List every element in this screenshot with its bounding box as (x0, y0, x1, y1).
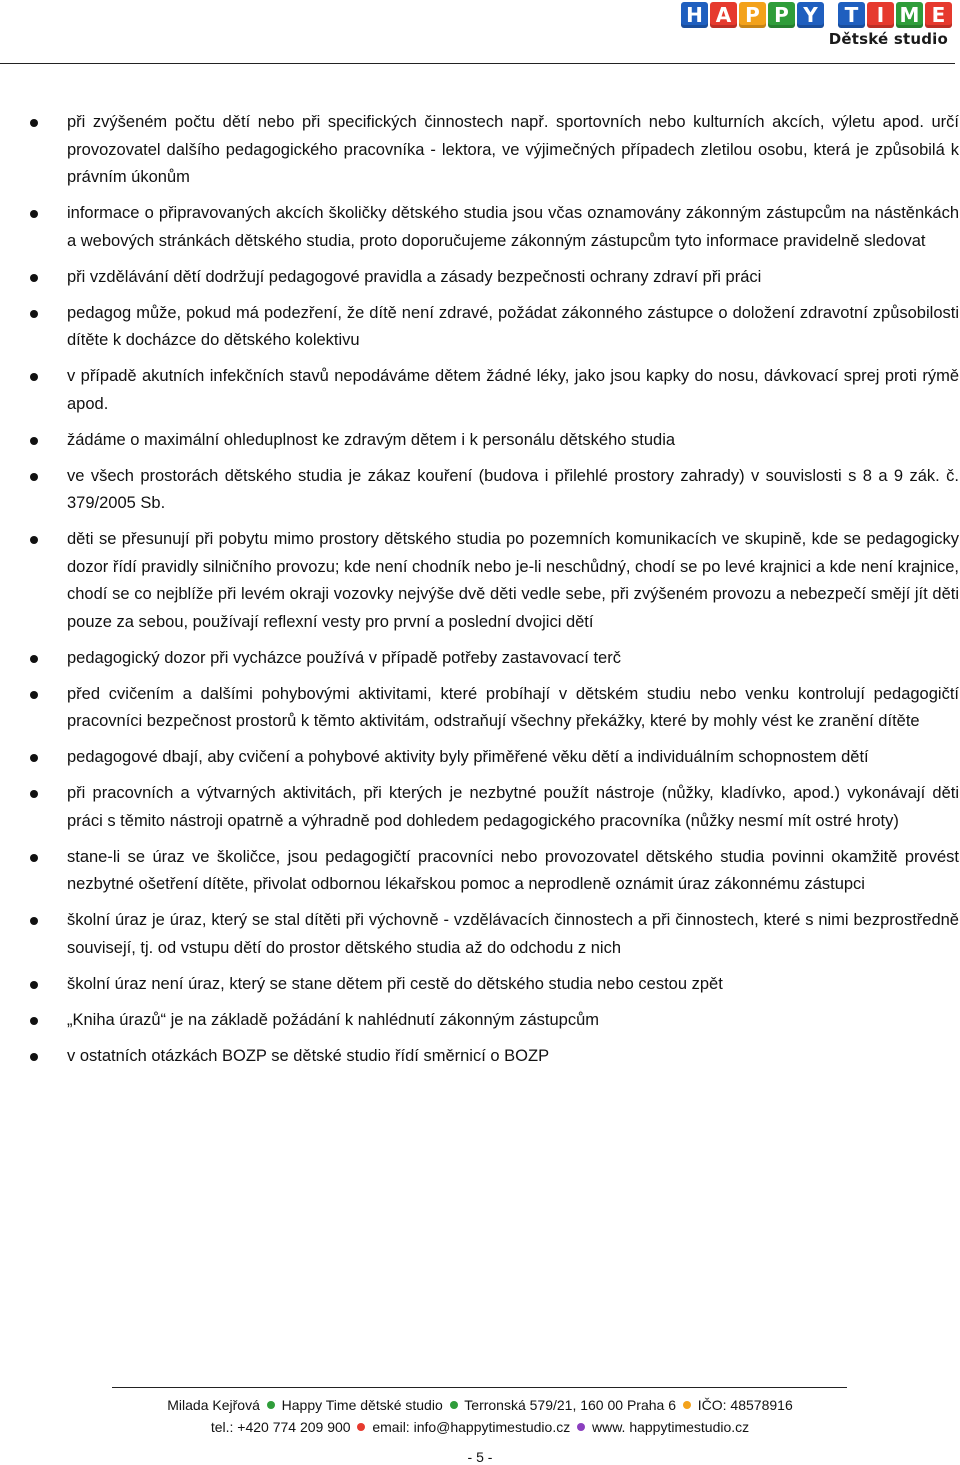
list-item (30, 300, 959, 355)
list-item-text: děti se přesunují při pobytu mimo prostory dětského studia po pozemních komunikacích ve skupině, kde se pedagogicky dozor řídí pravidly silničního provozu; kde není chodník nebo je-li neschůdný, chodí se po levé krajnici a kde není krajnice, chodí se co nejblíže při levém okraji vozovky nejvýše dvě děti vedle sebe, při zvýšeném provozu a nebezpečí smějí jít děti pouze za sebou, používají reflexní vesty pro první a poslední dvojici dětí (67, 530, 959, 631)
list-item-text: informace o připravovaných akcích školičky dětského studia jsou včas oznamovány zákonným zástupcům na nástěnkách a webových stránkách dětského studia, proto doporučujeme zákonným zástupcům tyto informace pravidelně sledovat (67, 204, 959, 250)
list-item (30, 109, 959, 192)
list-item (30, 1007, 959, 1035)
list-item-text: ve všech prostorách dětského studia je zákaz kouření (budova i přilehlé prostory zahrady) v souvislosti s 8 a 9 zák. č. 379/2005 Sb. (67, 466, 959, 512)
separator-dot-icon (450, 1401, 458, 1409)
bullet-icon (30, 917, 38, 925)
logo-letter: T (838, 2, 865, 28)
footer-divider (112, 1387, 847, 1388)
logo-letter: I (867, 2, 894, 28)
list-item (30, 200, 959, 255)
logo-letter: H (681, 2, 708, 28)
bullet-icon (30, 981, 38, 989)
separator-dot-icon (357, 1423, 365, 1431)
list-item-text: před cvičením a dalšími pohybovými aktivitami, které probíhají v dětském studiu nebo venku kontrolují pedagogičtí pracovníci bezpečnost prostorů k těmto aktivitám, odstraňují všechny překážky, které by mohly vést ke zranění dítěte (67, 684, 959, 730)
separator-dot-icon (683, 1401, 691, 1409)
logo-letter: M (896, 2, 923, 28)
bullet-icon (30, 119, 38, 127)
footer-phone: tel.: +420 774 209 900 (210, 1419, 351, 1435)
logo-word-happy (681, 2, 824, 28)
list-item-text: stane-li se úraz ve školičce, jsou pedagogičtí pracovníci nebo provozovatel dětského studia povinni okamžitě provést nezbytné ošetření dítěte, přivolat odbornou lékařskou pomoc a neprodleně oznámit úraz zákonnému zástupci (67, 847, 959, 893)
list-item-text: pedagogové dbají, aby cvičení a pohybové aktivity byly přiměřené věku dětí a individuálním schopnostem dětí (67, 748, 869, 766)
bullet-icon (30, 854, 38, 862)
separator-dot-icon (267, 1401, 275, 1409)
bullet-icon (30, 655, 38, 663)
footer-contact-line-2 (0, 1418, 960, 1436)
logo-letter: A (710, 2, 737, 28)
bullet-icon (30, 310, 38, 318)
footer-owner-name: Milada Kejřová (167, 1397, 260, 1413)
list-item-text: pedagog může, pokud má podezření, že dítě není zdravé, požádat zákonného zástupce o doložení zdravotní způsobilosti dítěte k docházce do dětského kolektivu (67, 303, 959, 349)
list-item (30, 264, 959, 292)
list-item (30, 844, 959, 899)
list-item-text: v ostatních otázkách BOZP se dětské studio řídí směrnicí o BOZP (67, 1046, 550, 1065)
logo-subtitle: Dětské studio (828, 30, 948, 48)
document-body (30, 109, 959, 1079)
list-item (30, 463, 959, 518)
logo-letter: E (925, 2, 952, 28)
list-item (30, 681, 959, 736)
bullet-icon (30, 210, 38, 218)
bullet-icon (30, 691, 38, 699)
bullet-icon (30, 1017, 38, 1025)
logo-wordmark (681, 2, 952, 28)
footer-address: Terronská 579/21, 160 00 Praha 6 (464, 1397, 676, 1413)
list-item-text: pedagogický dozor při vycházce používá v případě potřeby zastavovací terč (67, 648, 621, 667)
list-item (30, 1043, 959, 1071)
list-item-text: při vzdělávání dětí dodržují pedagogové pravidla a zásady bezpečnosti ochrany zdraví při práci (67, 267, 762, 286)
list-item-text: žádáme o maximální ohleduplnost ke zdravým dětem i k personálu dětského studia (67, 430, 676, 449)
separator-dot-icon (577, 1423, 585, 1431)
bullet-icon (30, 274, 38, 282)
list-item (30, 780, 959, 835)
bullet-icon (30, 1053, 38, 1061)
footer-email[interactable]: email: info@happytimestudio.cz (372, 1419, 571, 1435)
logo-letter: P (739, 2, 766, 28)
footer-ico: IČO: 48578916 (697, 1397, 793, 1413)
list-item (30, 971, 959, 999)
footer-contact-line-1 (0, 1396, 960, 1414)
bullet-icon (30, 437, 38, 445)
bullet-icon (30, 536, 38, 544)
list-item (30, 645, 959, 673)
list-item (30, 744, 959, 772)
list-item-text: při pracovních a výtvarných aktivitách, při kterých je nezbytné použít nástroje (nůžky, kladívko, apod.) vykonávají děti práci s těmito nástroji opatrně a výhradně pod dohledem pedagogického pracovníka (nůžky nesmí mít ostré hroty) (67, 784, 959, 830)
bullet-icon (30, 754, 38, 762)
page-number: - 5 - (467, 1449, 493, 1465)
list-item-text: „Kniha úrazů“ je na základě požádání k nahlédnutí zákonným zástupcům (67, 1010, 599, 1029)
logo-word-time (838, 2, 952, 28)
list-item-text: v případě akutních infekčních stavů nepodáváme dětem žádné léky, jako jsou kapky do nosu, dávkovací sprej proti rýmě apod. (67, 367, 959, 413)
list-item-text: při zvýšeném počtu dětí nebo při specifických činnostech např. sportovních nebo kulturních akcích, výletu apod. určí provozovatel dalšího pedagogického pracovníka - lektora, ve výjimečných případech zletilou osobu, která je způsobilá k právním úkonům (67, 113, 959, 186)
logo-letter: P (768, 2, 795, 28)
bullet-icon (30, 790, 38, 798)
logo-letter: Y (797, 2, 824, 28)
footer-website[interactable]: www. happytimestudio.cz (591, 1419, 750, 1435)
list-item (30, 363, 959, 418)
bullet-icon (30, 373, 38, 381)
header-divider (0, 63, 955, 64)
list-item-text: školní úraz je úraz, který se stal dítěti při výchovně - vzdělávacích činnostech a při činnostech, které s nimi bezprostředně souvisejí, tj. od vstupu dětí do prostor dětského studia až do odchodu z nich (67, 911, 959, 957)
list-item (30, 526, 959, 636)
list-item (30, 907, 959, 962)
page-header (0, 0, 960, 70)
list-item (30, 427, 959, 455)
rules-bullet-list (30, 109, 959, 1070)
bullet-icon (30, 473, 38, 481)
list-item-text: školní úraz není úraz, který se stane dětem při cestě do dětského studia nebo cestou zpět (67, 974, 723, 993)
happy-time-logo (612, 0, 952, 48)
footer-studio-name: Happy Time dětské studio (281, 1397, 443, 1413)
